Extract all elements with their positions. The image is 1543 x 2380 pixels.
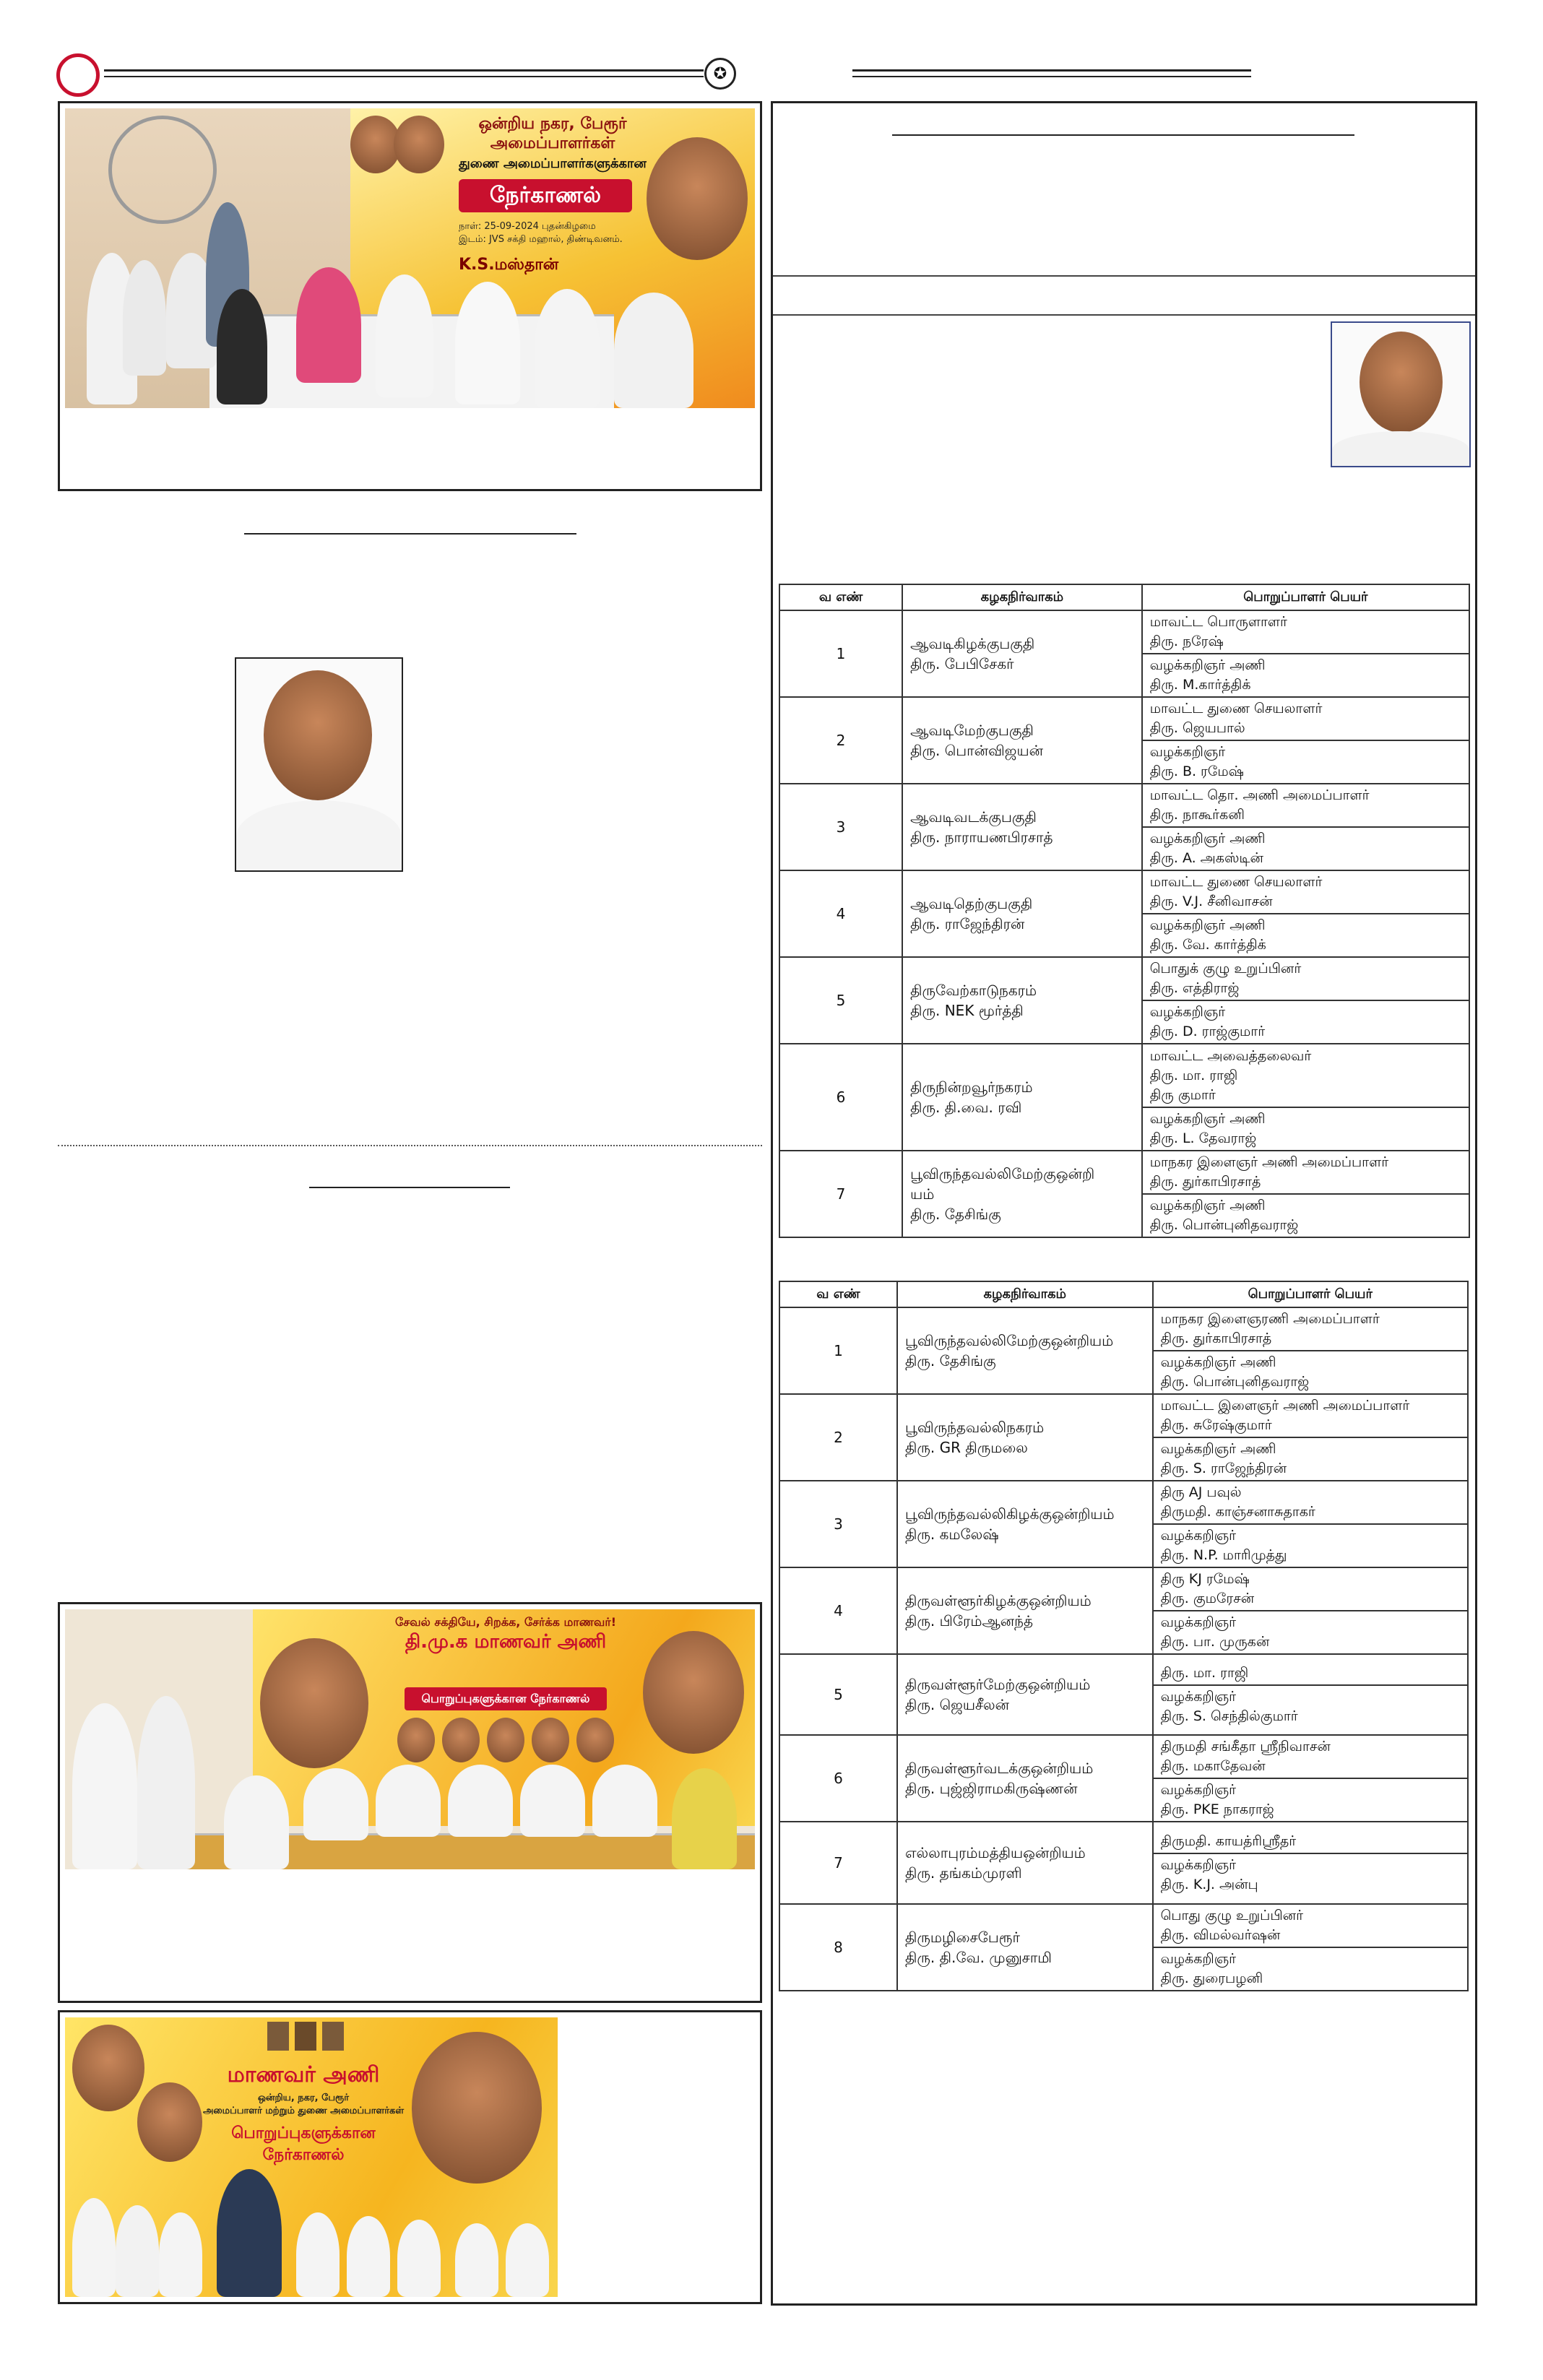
responsible-block	[1143, 826, 1469, 870]
responsible-line: திரு. எத்திராஜ்	[1149, 980, 1240, 996]
responsible-block	[1154, 1853, 1467, 1896]
responsible-line: வழக்கறிஞர்	[1160, 1782, 1237, 1798]
responsible-line: திரு. வே. கார்த்திக்	[1149, 937, 1266, 953]
responsible-block	[1143, 871, 1469, 913]
row-serial-number: 6	[779, 1044, 902, 1151]
leader-portrait-icon	[394, 116, 444, 173]
row-responsible	[1153, 1481, 1468, 1567]
leader-portrait-icon	[532, 1718, 569, 1762]
district-line: திரு. பேபிசேகர்	[910, 655, 1014, 672]
person-figure	[72, 2198, 116, 2297]
portrait-shirt	[236, 800, 402, 872]
row-district	[897, 1481, 1153, 1567]
responsible-line: வழக்கறிஞர் அணி	[1149, 831, 1266, 847]
row-responsible	[1153, 1567, 1468, 1654]
responsible-block	[1154, 1736, 1467, 1778]
person-figure	[535, 289, 600, 408]
responsible-line: மாவட்ட பொருளாளர்	[1149, 614, 1287, 630]
responsible-line: வழக்கறிஞர்	[1149, 744, 1226, 760]
banner-line-3: துணை அமைப்பாளர்களுக்கான	[459, 156, 647, 171]
person-figure	[592, 1765, 657, 1837]
row-responsible	[1142, 870, 1469, 957]
responsible-block	[1143, 1151, 1469, 1193]
district-line: திரு. GR திருமலை	[904, 1439, 1028, 1456]
table-row	[779, 1735, 1468, 1822]
responsible-line: திரு. மகாதேவன்	[1160, 1758, 1266, 1774]
responsible-block	[1143, 698, 1469, 740]
leader-portrait-icon	[487, 1718, 524, 1762]
responsible-line: திரு. துர்காபிரசாத்	[1149, 1174, 1261, 1190]
responsible-line: திரு. M.கார்த்திக்	[1149, 677, 1251, 693]
row-district	[897, 1307, 1153, 1394]
banner-line-1: ஒன்றிய, நகர, பேரூர்	[257, 2093, 349, 2103]
responsible-line: திரு. மா. ராஜி	[1160, 1664, 1249, 1681]
responsible-line: திரு. N.P. மாரிமுத்து	[1160, 1547, 1287, 1563]
responsible-block	[1154, 1684, 1467, 1728]
portrait-photo-1	[235, 657, 403, 872]
district-line: ஆவடிமேற்குபகுதி	[910, 722, 1034, 739]
row-serial-number: 7	[779, 1151, 902, 1237]
row-serial-number: 8	[779, 1904, 897, 1991]
row-district	[902, 1151, 1142, 1237]
header-rule-left	[104, 69, 704, 77]
responsible-line: மாவட்ட துணை செயலாளர்	[1149, 701, 1323, 717]
row-serial-number: 4	[779, 870, 902, 957]
leader-portrait-icon	[397, 1718, 435, 1762]
district-line: திரு. ராஜேந்திரன்	[910, 915, 1025, 932]
person-figure	[520, 1765, 585, 1837]
person-figure	[72, 1703, 137, 1869]
banner-line-4: நேர்காணல்	[262, 2146, 345, 2164]
person-figure	[159, 2212, 202, 2297]
table-row	[779, 957, 1469, 1044]
responsible-block	[1143, 913, 1469, 956]
table-row	[779, 1151, 1469, 1237]
table-row	[779, 1567, 1468, 1654]
responsible-block	[1143, 1193, 1469, 1237]
district-line: திருமழிசைபேரூர்	[904, 1929, 1020, 1946]
responsible-line: திரு AJ பவுல்	[1160, 1484, 1242, 1500]
portrait-face-icon	[1360, 332, 1443, 433]
row-district	[902, 1044, 1142, 1151]
person-figure	[376, 1765, 441, 1837]
responsible-block	[1154, 1481, 1467, 1523]
responsible-line: வழக்கறிஞர் அணி	[1160, 1441, 1276, 1457]
responsible-line: திரு. L. தேவராஜ்	[1149, 1130, 1257, 1146]
row-responsible	[1153, 1307, 1468, 1394]
row-responsible	[1142, 1044, 1469, 1151]
district-line: பூவிருந்தவல்லிகிழக்குஒன்றியம்	[904, 1505, 1115, 1523]
responsible-block	[1154, 1568, 1467, 1610]
leader-portrait-icon	[643, 1631, 744, 1754]
row-district	[897, 1822, 1153, 1904]
assignment-table-1	[779, 584, 1470, 1238]
section-rule	[244, 533, 576, 535]
table-row	[779, 1654, 1468, 1735]
responsible-line: வழக்கறிஞர் அணி	[1149, 917, 1266, 933]
person-figure	[347, 2216, 390, 2297]
leader-portrait-icon	[442, 1718, 480, 1762]
assignment-table-2	[779, 1281, 1469, 1991]
row-responsible	[1153, 1822, 1468, 1904]
district-line: திருவேற்காடுநகரம்	[910, 982, 1037, 999]
responsible-line: திரு. மா. ராஜி	[1149, 1067, 1238, 1083]
responsible-block	[1154, 1437, 1467, 1480]
page-header-circle	[56, 53, 100, 97]
leader-portrait-icon	[322, 2022, 344, 2051]
district-line: திரு. தேசிங்கு	[910, 1206, 1001, 1223]
responsible-line: திரு. துர்காபிரசாத்	[1160, 1330, 1272, 1346]
responsible-line: வழக்கறிஞர்	[1160, 1951, 1237, 1967]
responsible-block	[1154, 1395, 1467, 1437]
row-responsible	[1153, 1735, 1468, 1822]
district-line: திருவள்ளூர்மேற்குஒன்றியம்	[904, 1676, 1091, 1693]
person-figure	[376, 274, 433, 397]
responsible-block	[1154, 1662, 1467, 1684]
table-row	[779, 610, 1469, 697]
row-serial-number: 7	[779, 1822, 897, 1904]
responsible-block	[1154, 1523, 1467, 1567]
leader-portrait-icon	[137, 2082, 202, 2162]
responsible-block	[1154, 1905, 1467, 1947]
district-line: பூவிருந்தவல்லிநகரம்	[904, 1419, 1045, 1436]
district-line: திரு. தி.வை. ரவி	[910, 1099, 1022, 1116]
district-line: திரு. ஜெயசீலன்	[904, 1696, 1010, 1713]
responsible-block	[1143, 653, 1469, 696]
responsible-line: வழக்கறிஞர்	[1160, 1688, 1237, 1705]
banner-title: நேர்காணல்	[459, 179, 632, 212]
responsible-line: திரு KJ ரமேஷ்	[1160, 1571, 1250, 1587]
row-serial-number: 3	[779, 1481, 897, 1567]
responsible-line: திரு. K.J. அன்பு	[1160, 1876, 1258, 1892]
table-row	[779, 1904, 1468, 1991]
responsible-line: திரு குமார்	[1149, 1086, 1216, 1103]
row-serial-number: 3	[779, 784, 902, 870]
person-figure	[455, 2223, 498, 2297]
interview-photo-3	[65, 2017, 558, 2297]
table-row	[779, 1822, 1468, 1904]
responsible-block	[1143, 740, 1469, 783]
responsible-line: திரு. துரைபழனி	[1160, 1970, 1263, 1986]
leader-portrait-icon	[576, 1718, 614, 1762]
row-serial-number: 6	[779, 1735, 897, 1822]
responsible-block	[1154, 1778, 1467, 1821]
table-row	[779, 1307, 1468, 1394]
interview-photo-2	[65, 1609, 755, 1869]
responsible-block	[1154, 1308, 1467, 1350]
responsible-block	[1143, 784, 1469, 826]
responsible-line: திரு. ஜெயபால்	[1149, 720, 1245, 736]
responsible-line: திரு. PKE நாகராஜ்	[1160, 1801, 1274, 1817]
banner-subtitle: பொறுப்புகளுக்கான நேர்காணல்	[405, 1687, 607, 1710]
responsible-line: திரு. சுரேஷ்குமார்	[1160, 1417, 1272, 1433]
person-figure	[224, 1775, 289, 1869]
person-figure	[303, 1768, 368, 1840]
banner-date: நாள்: 25-09-2024 புதன்கிழமை	[459, 221, 596, 232]
row-serial-number: 1	[779, 1307, 897, 1394]
leader-portrait-icon	[260, 1638, 368, 1768]
person-figure	[123, 260, 166, 376]
table-header-serial: வ எண்	[779, 584, 902, 610]
responsible-line: வழக்கறிஞர் அணி	[1149, 1198, 1266, 1213]
banner-title: தி.மு.க மாணவர் அணி	[405, 1631, 607, 1653]
table-row	[779, 697, 1469, 784]
portrait-face-icon	[264, 670, 372, 800]
row-responsible	[1142, 784, 1469, 870]
responsible-block	[1143, 958, 1469, 1000]
responsible-line: வழக்கறிஞர்	[1160, 1856, 1237, 1873]
responsible-line: திரு. B. ரமேஷ்	[1149, 763, 1244, 779]
leader-portrait-icon	[267, 2022, 289, 2051]
responsible-line: திருமதி சங்கீதா ஸ்ரீநிவாசன்	[1160, 1739, 1331, 1754]
banner-top-line: சேவல் சக்தியே, சிறக்க, சேர்க்க மாணவர்!	[394, 1615, 617, 1629]
table-row	[779, 784, 1469, 870]
responsible-line: மாவட்ட தொ. அணி அமைப்பாளர்	[1149, 787, 1370, 803]
fan-icon	[108, 116, 217, 224]
person-figure	[217, 289, 267, 404]
responsible-line: திரு. விமல்வர்ஷன்	[1160, 1927, 1281, 1943]
row-district	[897, 1654, 1153, 1735]
district-line: திரு. நாராயணபிரசாத்	[910, 828, 1053, 846]
district-line: திரு. தேசிங்கு	[904, 1352, 996, 1369]
responsible-line: திரு. S. ராஜேந்திரன்	[1160, 1461, 1287, 1476]
row-district	[902, 610, 1142, 697]
row-responsible	[1153, 1904, 1468, 1991]
row-serial-number: 2	[779, 1394, 897, 1481]
leader-portrait-icon	[72, 2025, 144, 2111]
table-header-serial: வ எண்	[779, 1281, 897, 1307]
row-district	[902, 957, 1142, 1044]
row-responsible	[1142, 1151, 1469, 1237]
banner-line-3: பொறுப்புகளுக்கான	[231, 2124, 376, 2142]
row-responsible	[1153, 1394, 1468, 1481]
banner-line-1: ஒன்றிய நகர, பேரூர்	[478, 115, 627, 133]
person-figure	[614, 293, 693, 408]
row-responsible	[1142, 610, 1469, 697]
row-serial-number: 1	[779, 610, 902, 697]
table-row	[779, 1394, 1468, 1481]
row-serial-number: 2	[779, 697, 902, 784]
responsible-line: வழக்கறிஞர்	[1160, 1614, 1237, 1630]
row-serial-number: 5	[779, 957, 902, 1044]
responsible-line: திரு. பொன்புனிதவராஜ்	[1160, 1374, 1310, 1390]
responsible-line: வழக்கறிஞர் அணி	[1149, 1110, 1266, 1127]
responsible-line: வழக்கறிஞர் அணி	[1149, 657, 1266, 673]
person-figure	[506, 2223, 549, 2297]
person-figure	[672, 1768, 737, 1869]
leader-portrait-icon	[295, 2022, 316, 2051]
responsible-block	[1143, 611, 1469, 653]
person-figure	[455, 282, 520, 404]
responsible-line: வழக்கறிஞர்	[1160, 1528, 1237, 1544]
section-rule	[309, 1187, 510, 1188]
table-header-district: கழகநிர்வாகம்	[897, 1281, 1153, 1307]
banner-name: K.S.மஸ்தான்	[459, 256, 559, 274]
responsible-block	[1143, 1107, 1469, 1150]
district-line: எல்லாபுரம்மத்தியஒன்றியம்	[904, 1844, 1086, 1861]
row-responsible	[1142, 957, 1469, 1044]
table-header-district: கழகநிர்வாகம்	[902, 584, 1142, 610]
banner-title: மாணவர் அணி	[227, 2062, 380, 2087]
portrait-photo-2	[1331, 321, 1471, 467]
person-figure	[296, 267, 361, 383]
district-line: திரு. தங்கம்முரளி	[904, 1864, 1022, 1882]
district-line: ஆவடிதெற்குபகுதி	[910, 895, 1033, 912]
person-figure	[397, 2220, 441, 2297]
responsible-line: மாநகர இளைஞர் அணி அமைப்பாளர்	[1149, 1154, 1389, 1170]
responsible-line: திரு. S. செந்தில்குமார்	[1160, 1708, 1298, 1724]
responsible-block	[1154, 1350, 1467, 1393]
person-figure	[137, 1696, 195, 1869]
responsible-line: வழக்கறிஞர் அணி	[1160, 1354, 1276, 1370]
row-serial-number: 5	[779, 1654, 897, 1735]
responsible-line: மாவட்ட துணை செயலாளர்	[1149, 874, 1323, 890]
column-divider	[58, 1145, 762, 1146]
district-line: திரு. தி.வே. முனுசாமி	[904, 1949, 1052, 1966]
district-line: திருவள்ளூர்வடக்குஒன்றியம்	[904, 1760, 1094, 1777]
row-district	[897, 1394, 1153, 1481]
person-figure	[448, 1765, 513, 1837]
district-line: திரு. புஜ்ஜிராமகிருஷ்ணன்	[904, 1780, 1078, 1797]
right-subheading-band	[773, 275, 1475, 316]
person-figure	[116, 2205, 159, 2297]
person-figure	[217, 2169, 282, 2297]
portrait-shirt	[1332, 431, 1469, 467]
responsible-line: மாநகர இளைஞரணி அமைப்பாளர்	[1160, 1311, 1380, 1327]
row-responsible	[1142, 697, 1469, 784]
district-line: திரு. பிரேம்ஆனந்த்	[904, 1612, 1033, 1630]
row-district	[902, 870, 1142, 957]
district-line: ஆவடிவடக்குபகுதி	[910, 808, 1037, 826]
responsible-line: திரு. குமரேசன்	[1160, 1591, 1255, 1606]
header-rule-right	[852, 69, 1251, 77]
responsible-line: திரு. A. அகஸ்டின்	[1149, 850, 1263, 866]
table-header-name: பொறுப்பாளர் பெயர்	[1153, 1281, 1468, 1307]
responsible-line: திரு. D. ராஜ்குமார்	[1149, 1024, 1266, 1039]
banner-venue: இடம்: JVS சக்தி மஹால், திண்டிவனம்.	[459, 234, 623, 245]
row-district	[897, 1904, 1153, 1991]
responsible-block	[1143, 1000, 1469, 1043]
responsible-block	[1154, 1610, 1467, 1653]
responsible-line: திருமதி. காயத்ரிஸ்ரீதர்	[1160, 1832, 1297, 1849]
responsible-line: திரு. நாகூர்கனி	[1149, 807, 1245, 823]
district-line: திருவள்ளூர்கிழக்குஒன்றியம்	[904, 1592, 1092, 1609]
district-line: திரு. NEK மூர்த்தி	[910, 1002, 1024, 1019]
district-line: ஆவடிகிழக்குபகுதி	[910, 635, 1035, 652]
district-line: யம்	[910, 1185, 935, 1203]
person-figure	[296, 2212, 340, 2297]
responsible-line: திரு. நரேஷ்	[1149, 633, 1224, 649]
row-serial-number: 4	[779, 1567, 897, 1654]
responsible-line: பொதுக் குழு உறுப்பினர்	[1149, 961, 1302, 977]
table-row	[779, 1481, 1468, 1567]
responsible-line: வழக்கறிஞர்	[1149, 1004, 1226, 1020]
table-row	[779, 870, 1469, 957]
banner-line-2: அமைப்பாளர் மற்றும் துணை அமைப்பாளர்கள்	[202, 2106, 405, 2116]
leader-portrait-icon	[647, 137, 748, 260]
table-header-name: பொறுப்பாளர் பெயர்	[1142, 584, 1469, 610]
district-line: திருநின்றவூர்நகரம்	[910, 1078, 1033, 1096]
party-emblem-icon: ✪	[704, 58, 736, 90]
row-responsible	[1153, 1654, 1468, 1735]
leader-portrait-icon	[412, 2032, 542, 2184]
responsible-block	[1143, 1045, 1469, 1107]
banner-line-2: அமைப்பாளர்கள்	[490, 134, 615, 152]
responsible-line: திரு. பா. முருகன்	[1160, 1634, 1270, 1650]
responsible-block	[1154, 1830, 1467, 1853]
responsible-line: திரு. பொன்புனிதவராஜ்	[1149, 1217, 1299, 1233]
responsible-line: பொது குழு உறுப்பினர்	[1160, 1908, 1303, 1924]
responsible-line: திரு. V.J. சீனிவாசன்	[1149, 893, 1273, 909]
row-district	[897, 1567, 1153, 1654]
row-district	[897, 1735, 1153, 1822]
right-heading-rule	[892, 134, 1354, 136]
row-district	[902, 784, 1142, 870]
district-line: திரு. பொன்விஜயன்	[910, 742, 1043, 759]
district-line: பூவிருந்தவல்லிமேற்குஒன்றி	[910, 1165, 1095, 1182]
responsible-line: மாவட்ட இளைஞர் அணி அமைப்பாளர்	[1160, 1398, 1410, 1414]
table-row	[779, 1044, 1469, 1151]
responsible-line: திருமதி. காஞ்சனாசுதாகர்	[1160, 1504, 1315, 1520]
district-line: திரு. கமலேஷ்	[904, 1526, 999, 1543]
interview-photo-1	[65, 108, 755, 408]
district-line: பூவிருந்தவல்லிமேற்குஒன்றியம்	[904, 1332, 1114, 1349]
responsible-block	[1154, 1947, 1467, 1990]
row-district	[902, 697, 1142, 784]
responsible-line: மாவட்ட அவைத்தலைவர்	[1149, 1047, 1312, 1064]
